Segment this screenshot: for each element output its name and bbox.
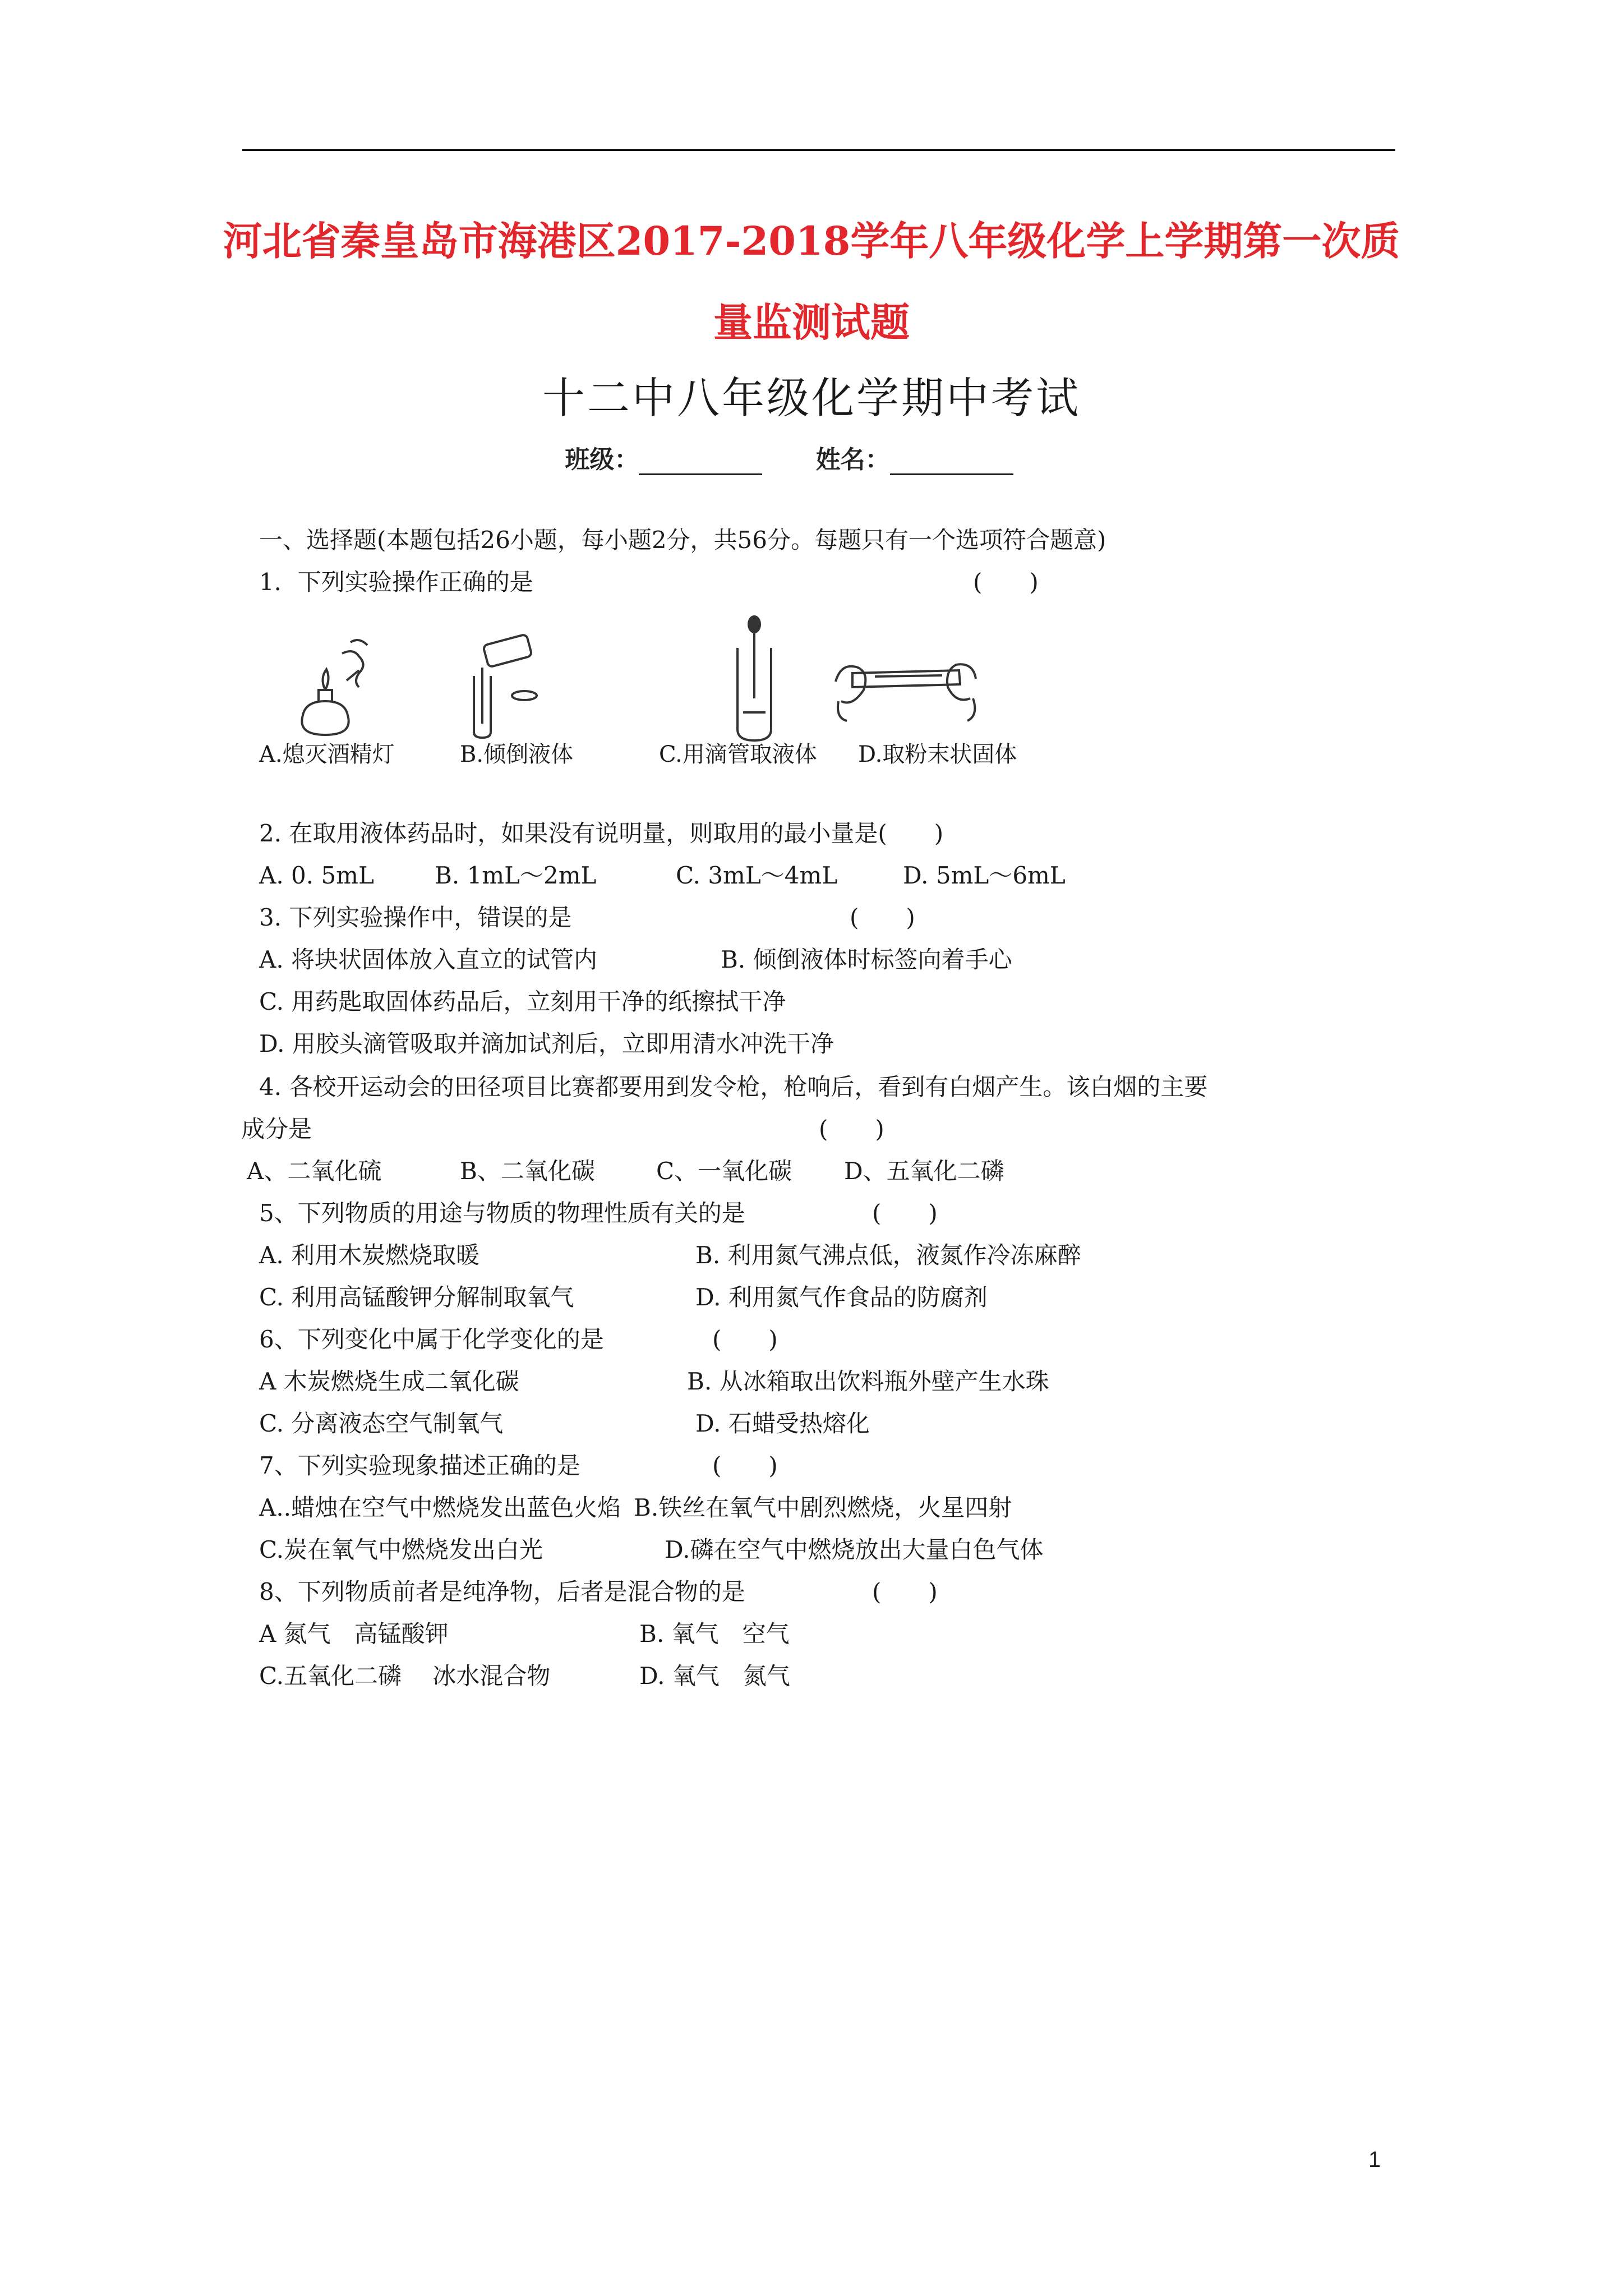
q8-option-b: B. 氧气 空气: [639, 1620, 790, 1648]
q7-option-d: D.磷在空气中燃烧放出大量白色气体: [665, 1536, 1044, 1563]
q4-option-c: C、一氧化碳: [656, 1157, 792, 1185]
q3-answer-paren: ( ): [850, 904, 915, 931]
q1-option-d: D.取粉末状固体: [858, 742, 1017, 767]
q1-option-c: C.用滴管取液体: [659, 742, 817, 767]
q6-stem: 6、下列变化中属于化学变化的是: [259, 1326, 604, 1353]
q1-answer-paren: ( ): [973, 568, 1039, 596]
pour-liquid-illustration: [463, 628, 547, 740]
q5-answer-paren: ( ): [872, 1199, 938, 1227]
q8-option-d: D. 氧气 氮气: [639, 1662, 790, 1690]
exam-title: 十二中八年级化学期中考试: [542, 373, 1081, 423]
q7-option-b: B.铁丝在氧气中剧烈燃烧，火星四射: [634, 1494, 1012, 1521]
q5-option-c: C. 利用高锰酸钾分解制取氧气: [259, 1283, 574, 1311]
q8-option-c: C.五氧化二磷 冰水混合物: [259, 1662, 551, 1690]
q5-stem: 5、下列物质的用途与物质的物理性质有关的是: [259, 1199, 745, 1227]
q5-option-a: A. 利用木炭燃烧取暖: [259, 1241, 480, 1269]
q8-stem: 8、下列物质前者是纯净物，后者是混合物的是: [259, 1578, 745, 1605]
student-info-row: [0, 439, 1623, 475]
q6-option-d: D. 石蜡受热熔化: [695, 1410, 870, 1437]
class-blank: [639, 451, 762, 475]
dropper-illustration: [723, 614, 785, 743]
name-blank: [890, 451, 1013, 475]
q3-option-a: A. 将块状固体放入直立的试管内: [259, 946, 598, 973]
q5-option-b: B. 利用氮气沸点低，液氮作冷冻麻醉: [695, 1241, 1081, 1269]
q4-option-d: D、五氧化二磷: [844, 1157, 1004, 1185]
q4-option-b: B、二氧化碳: [460, 1157, 595, 1185]
q4-answer-paren: ( ): [819, 1115, 884, 1143]
q2-option-c: C. 3mL～4mL: [676, 862, 838, 889]
header-rule: [242, 149, 1395, 151]
section1-heading: 一、选择题(本题包括26小题，每小题2分，共56分。每题只有一个选项符合题意): [259, 526, 1106, 554]
q1-option-a: A.熄灭酒精灯: [259, 742, 395, 767]
q2-option-b: B. 1mL～2mL: [435, 862, 597, 889]
q1-stem: 1．下列实验操作正确的是: [259, 568, 533, 596]
q7-answer-paren: ( ): [712, 1452, 778, 1479]
q5-option-d: D. 利用氮气作食品的防腐剂: [695, 1283, 988, 1311]
alcohol-lamp-illustration: [275, 631, 376, 738]
q4-stem-line2: 成分是: [241, 1115, 312, 1143]
q7-option-a: A..蜡烛在空气中燃烧发出蓝色火焰: [259, 1494, 621, 1521]
document-title-line2: 量监测试题: [713, 299, 910, 346]
q7-stem: 7、下列实验现象描述正确的是: [259, 1452, 580, 1479]
q8-answer-paren: ( ): [872, 1578, 938, 1605]
q4-stem-line1: 4. 各校开运动会的田径项目比赛都要用到发令枪，枪响后，看到有白烟产生。该白烟的主要: [259, 1073, 1208, 1101]
document-title-line1: 河北省秦皇岛市海港区2017-2018学年八年级化学上学期第一次质: [223, 218, 1400, 264]
q1-option-b: B.倾倒液体: [460, 742, 574, 767]
q3-option-c: C. 用药匙取固体药品后，立刻用干净的纸擦拭干净: [259, 988, 786, 1015]
q3-stem: 3. 下列实验操作中，错误的是: [259, 904, 572, 931]
page-number: 1: [1368, 2147, 1381, 2172]
q6-option-b: B. 从冰箱取出饮料瓶外壁产生水珠: [687, 1368, 1049, 1395]
q6-answer-paren: ( ): [712, 1326, 778, 1353]
powder-solid-illustration: [830, 639, 981, 724]
q2-option-d: D. 5mL～6mL: [903, 862, 1066, 889]
q6-option-c: C. 分离液态空气制氧气: [259, 1410, 504, 1437]
q2-option-a: A. 0. 5mL: [259, 862, 374, 889]
class-label: 班级：: [565, 445, 639, 474]
q6-option-a: A 木炭燃烧生成二氧化碳: [259, 1368, 519, 1395]
name-label: 姓名：: [815, 445, 890, 474]
q4-option-a: A、二氧化硫: [247, 1157, 382, 1185]
q8-option-a: A 氮气 高锰酸钾: [259, 1620, 449, 1648]
q2-stem: 2. 在取用液体药品时，如果没有说明量，则取用的最小量是( ): [259, 820, 944, 847]
q7-option-c: C.炭在氧气中燃烧发出白光: [259, 1536, 543, 1563]
q3-option-b: B. 倾倒液体时标签向着手心: [721, 946, 1012, 973]
q3-option-d: D. 用胶头滴管吸取并滴加试剂后，立即用清水冲洗干净: [259, 1030, 834, 1057]
